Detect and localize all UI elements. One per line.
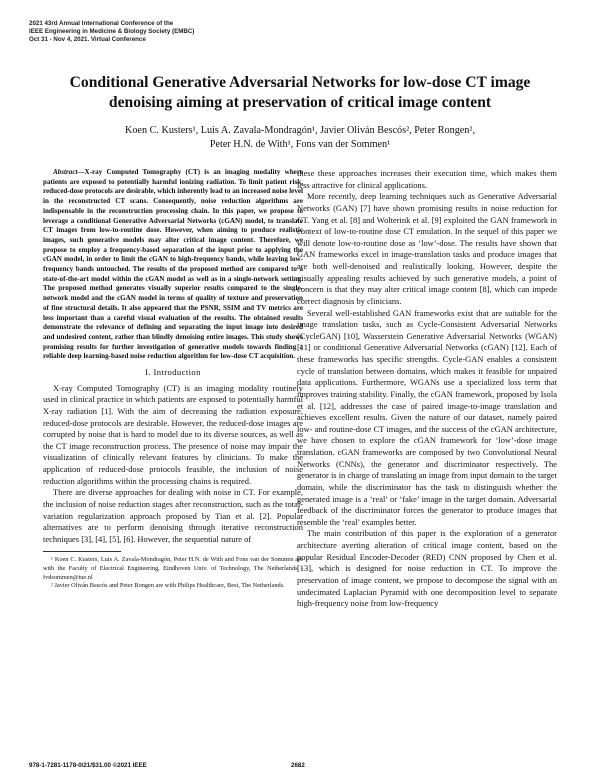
footnote-1: ¹ Koen C. Kusters, Luis A. Zavala-Mondragón, Peter H.N. de With and Fons van der Sommen are with the Faculty of Electrical Engineering, Eindhoven Univ. of Technology, The Netherlands - fvdsommen@tue.nl [43, 556, 303, 581]
section-heading-introduction: I. Introduction [145, 367, 201, 378]
isbn-footer: 978-1-7281-1178-0/21/$31.00 ©2021 IEEE [29, 762, 147, 769]
intro-paragraph-1: X-ray Computed Tomography (CT) is an imaging modality routinely used in clinical practice in which patients are exposed to potentially harmful X-ray radiation [1]. With the aim of decreasing the radiation exposure, reduced-dose protocols are desirable. However, the reduced-dose images are corrupted by noise that is hard to model due to its diverse sources, as well as the CT image reconstruction process. The presence of noise may impair the visualization of clinically relevant features by clinicians. To make the application of reduced-dose protocols feasible, the inclusion of noise reduction algorithms within the processing chains is required. [43, 382, 303, 486]
abstract [43, 168, 303, 362]
left-column [43, 168, 303, 591]
authors-line-2: Peter H.N. de With¹, Fons van der Sommen¹ [209, 139, 391, 150]
title-line-1: Conditional Generative Adversarial Networks for low-dose CT image [69, 74, 531, 91]
authors-line-1: Koen C. Kusters¹, Luis A. Zavala-Mondragón¹, Javier Oliván Bescós², Peter Rongen², [124, 125, 476, 136]
conference-line-2: IEEE Engineering in Medicine & Biology Society (EMBC) [29, 28, 195, 36]
page-number: 2682 [291, 762, 305, 769]
abstract-label: Abstract— [53, 168, 85, 176]
right-column [297, 168, 557, 610]
conference-line-1: 2021 43rd Annual International Conference of the [29, 20, 174, 27]
right-paragraph-3: Several well-established GAN frameworks exist that are suitable for the image translation tasks, such as Cycle-Consistent Adversarial Networks (CycleGAN) [10], Wasserstein Generative Adversarial Networks (WGAN) [11] or conditional Generative Adversarial Networks (cGAN) [12]. Each of these frameworks has specific strengths. Cycle-GAN enables a consistent cycle of translation between domains, which makes it feasible for unpaired data applications. Furthermore, WGANs use a specialized loss term that improves training stability. Finally, the cGAN framework, proposed by Isola et al. [12], addresses the case of paired image-to-image translation and achieves excellent results. Given the nature of our dataset, namely paired low- and routine-dose CT images, and the success of the cGAN architecture, we have chosen to explore the cGAN framework for ‘low’-dose image translation. cGAN frameworks are composed by two Convolutional Neural Networks (CNNs), the generator and discriminator respectively. The generator is in charge of translating an image from input domain to the target domain, while the discriminator has the task to distinguish whether the generated image is a ‘real’ or ‘fake’ image in the target domain. Adversarial feedback of the discriminator forces the generator to produce images that resemble the ‘real’ examples better. [297, 307, 558, 527]
title-line-2: denoising aiming at preservation of critical image content [108, 94, 492, 111]
conference-line-3: Oct 31 - Nov 4, 2021. Virtual Conference [29, 36, 146, 44]
footnote-2: ² Javier Oliván Bescós and Peter Rongen are with Philips Healthcare, Best, The Netherlands. [51, 582, 285, 590]
right-paragraph-1: these these approaches increases their execution time, which makes them less attractive for clinical applications. [297, 168, 557, 190]
author-list [40, 124, 560, 152]
right-paragraph-4: The main contribution of this paper is the exploration of a generator architecture averting alteration of critical image content, based on the popular Residual Encoder-Decoder (RED) CNN proposed by Chen et al. [13], which is designed for noise reduction in CT. To improve the preservation of image content, we propose to decompose the signal with an undecimated Laplacian Pyramid with one decomposition level to separate high-frequency noise from low-frequency [297, 528, 557, 609]
paper-title [40, 73, 560, 113]
footnote-divider [43, 551, 121, 552]
intro-paragraph-2: There are diverse approaches for dealing with noise in CT. For example, the inclusion of noise reduction stages after reconstruction, such as the total-variation regularization approach proposed by Tian et al. [2]. Popular alternatives are to perform denoising through iterative reconstruction techniques [3], [4], [5], [6]. However, the sequential nature of [43, 487, 303, 544]
abstract-text: X-ray Computed Tomography (CT) is an imaging modality where patients are exposed to potentially harmful ionizing radiation. To limit patient risk, reduced-dose protocols are desirable, which inherently lead to an increased noise level in the reconstructed CT scans. Consequently, noise reduction algorithms are indispensable in the reconstruction processing chain. In this paper, we propose to leverage a conditional Generative Adversarial Networks (cGAN) model, to translate CT images from low-to-routine dose. However, when aiming to produce realistic images, such generative models may alter critical image content. Therefore, we propose to employ a frequency-based separation of the input prior to applying the cGAN model, in order to limit the cGAN to high-frequency bands, while leaving low-frequency bands untouched. The results of the proposed method are compared to a state-of-the-art model within the cGAN model as well as in a single-network setting. The proposed method generates visually superior results compared to the single-network model and the cGAN model in terms of quality of texture and preservation of fine structural details. It also appeared that the PSNR, SSIM and TV metrics are less important than a careful visual evaluation of the results. The obtained results demonstrate the relevance of defining and separating the input image into desired and undesired content, rather than blindly denoising entire images. This study shows promising results for further investigation of generative models towards finding a reliable deep learning-based noise reduction algorithm for low-dose CT acquisition. [43, 168, 303, 361]
conference-header [29, 20, 369, 45]
right-paragraph-2: More recently, deep learning techniques such as Generative Adversarial Networks (GAN) [7] have shown promising results in noise reduction for CT. Yang et al. [8] and Wolterink et al. [9] exploited the GAN framework in context of low-to-routine dose CT emulation. In the sequel of this paper we will denote low-to-routine dose as ‘low’-dose. The results have shown that GAN frameworks excel in image-translation tasks and produce images that are both well-denoised and realistically looking. However, despite the visually appealing results achieved by such generative models, a point of concern is that they may alter critical image content [8], which can impede correct diagnosis by clinicians. [297, 191, 557, 306]
